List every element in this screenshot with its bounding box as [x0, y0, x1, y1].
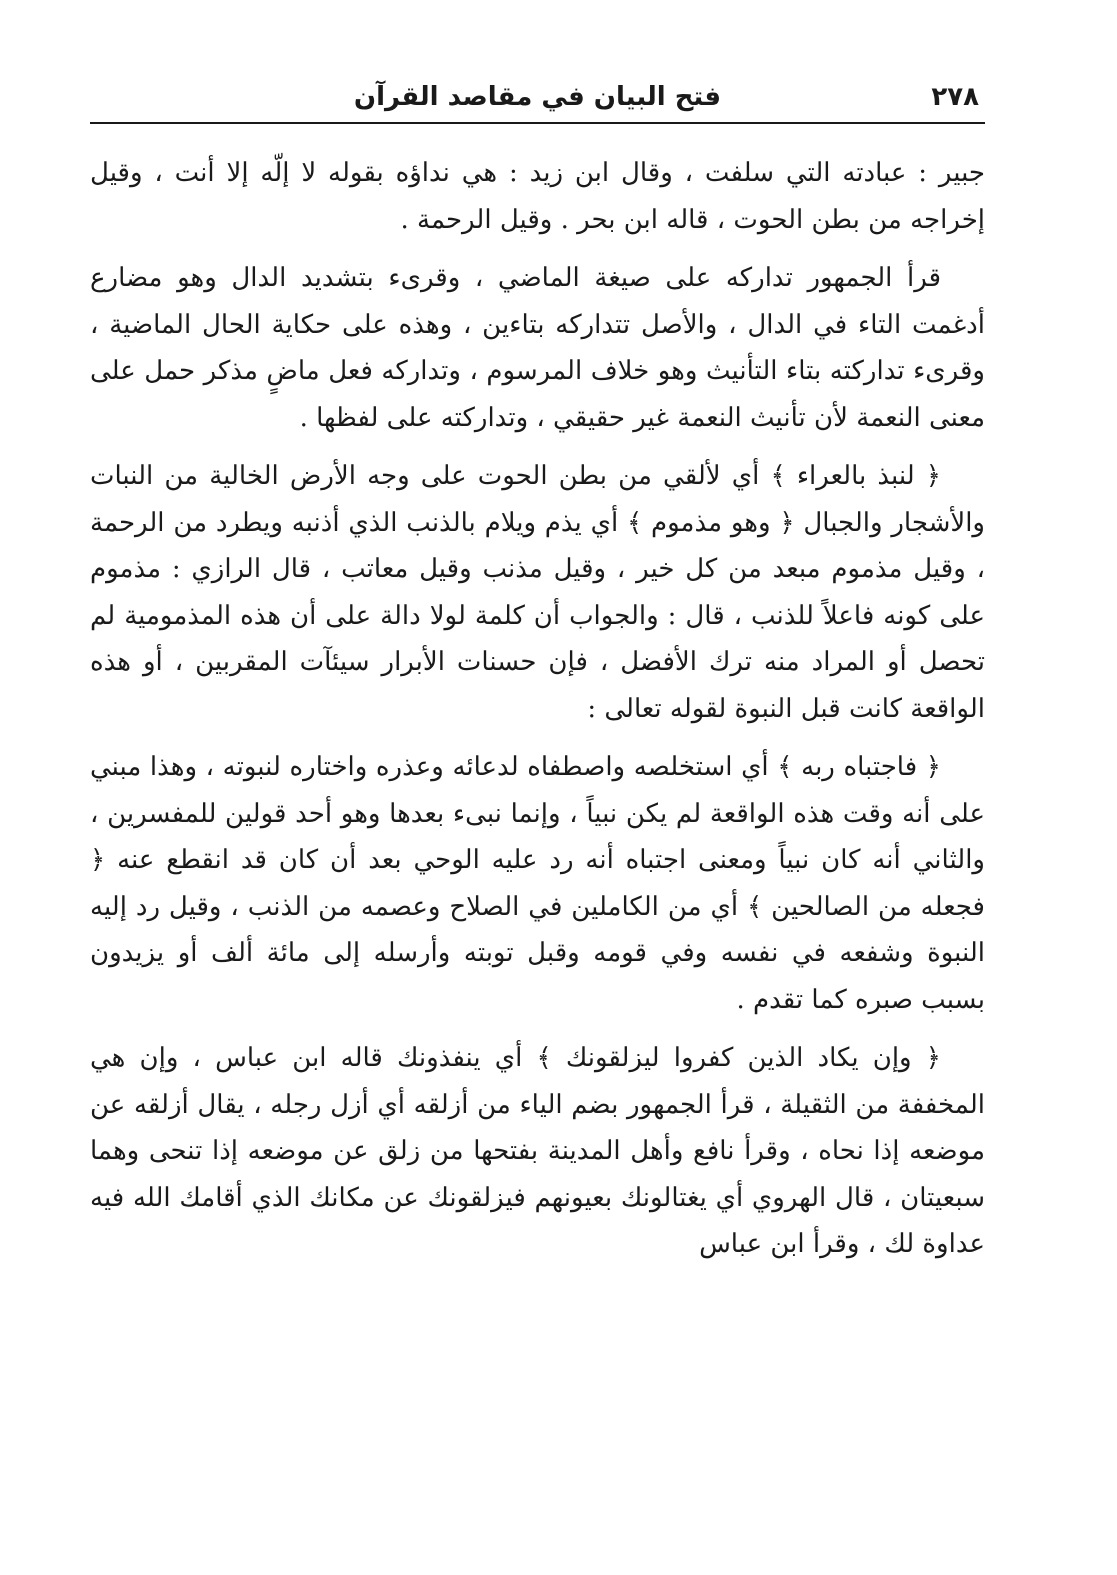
book-title: فتح البيان في مقاصد القرآن — [353, 82, 722, 112]
paragraph-1: جبير : عبادته التي سلفت ، وقال ابن زيد : هي نداؤه بقوله لا إلّه إلا أنت ، وقيل إخراجه من بطن الحوت ، قاله ابن بحر . وقيل الرحمة . — [90, 158, 985, 235]
running-header — [90, 70, 985, 124]
book-page — [90, 70, 985, 1550]
paragraph-5: ﴿ وإن يكاد الذين كفروا ليزلقونك ﴾ أي ينفذونك قاله ابن عباس ، وإن هي المخففة من الثقيلة ، قرأ الجمهور بضم الياء من أزلقه أي أزل رجله ، يقال أزلقه عن موضعه إذا نحاه ، وقرأ نافع وأهل المدينة بفتحها من زلق عن موضعه إذا تنحى وهما سبعيتان ، قال الهروي أي يغتالونك بعيونهم فيزلقونك عن مكانك الذي أقامك الله فيه عداوة لك ، وقرأ ابن عباس — [90, 1043, 985, 1259]
page-number: ٢٧٨ — [931, 82, 979, 112]
paragraph-2: قرأ الجمهور تداركه على صيغة الماضي ، وقرىء بتشديد الدال وهو مضارع أدغمت التاء في الدال ، والأصل تتداركه بتاءين ، وهذه على حكاية الحال الماضية ، وقرىء تداركته بتاء التأنيث وهو خلاف المرسوم ، وتداركه فعل ماضٍ مذكر حمل على معنى النعمة لأن تأنيث النعمة غير حقيقي ، وتداركته على لفظها . — [90, 263, 985, 433]
body-text — [90, 150, 985, 1268]
paragraph-4: ﴿ فاجتباه ربه ﴾ أي استخلصه واصطفاه لدعائه وعذره واختاره لنبوته ، وهذا مبني على أنه وقت هذه الواقعة لم يكن نبياً ، وإنما نبىء بعدها وهو أحد قولين للمفسرين ، والثاني أنه كان نبياً ومعنى اجتباه أنه رد عليه الوحي بعد أن كان قد انقطع عنه ﴿ فجعله من الصالحين ﴾ أي من الكاملين في الصلاح وعصمه من الذنب ، وقيل رد إليه النبوة وشفعه في نفسه وفي قومه وقبل توبته وأرسله إلى مائة ألف أو يزيدون بسبب صبره كما تقدم . — [90, 752, 985, 1015]
paragraph-3: ﴿ لنبذ بالعراء ﴾ أي لألقي من بطن الحوت على وجه الأرض الخالية من النبات والأشجار والجبال ﴿ وهو مذموم ﴾ أي يذم ويلام بالذنب الذي أذنبه ويطرد من الرحمة ، وقيل مذموم مبعد من كل خير ، وقيل مذنب وقيل معاتب ، قال الرازي : مذموم على كونه فاعلاً للذنب ، قال : والجواب أن كلمة لولا دالة على أن هذه المذمومية لم تحصل أو المراد منه ترك الأفضل ، فإن حسنات الأبرار سيئآت المقربين ، أو هذه الواقعة كانت قبل النبوة لقوله تعالى : — [90, 461, 985, 724]
